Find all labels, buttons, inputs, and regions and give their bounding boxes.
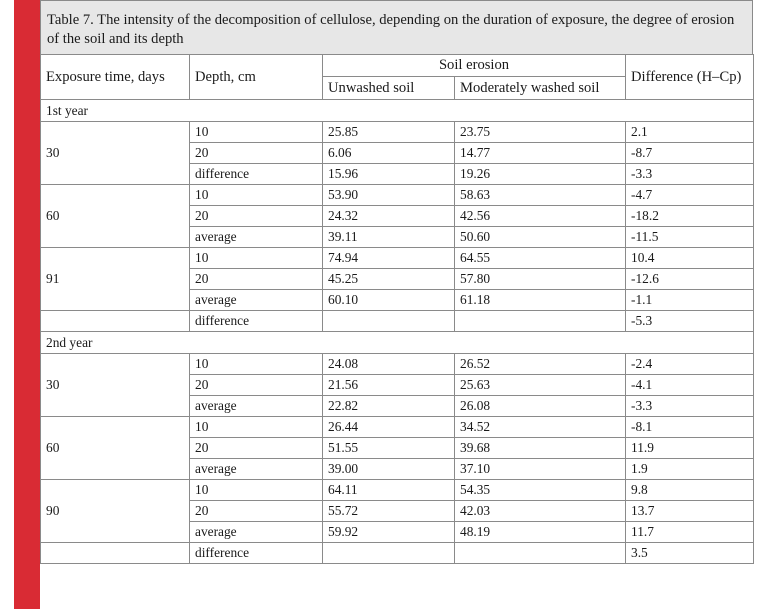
unwashed-cell: 6.06 [323, 143, 455, 164]
moderate-cell: 26.52 [455, 354, 626, 375]
header-difference: Difference (H–Cp) [626, 55, 754, 100]
header-exposure-time: Exposure time, days [41, 55, 190, 100]
depth-cell: average [190, 459, 323, 480]
exposure-days-cell: 60 [41, 417, 190, 480]
unwashed-cell: 22.82 [323, 396, 455, 417]
difference-cell: -12.6 [626, 269, 754, 290]
depth-cell: 10 [190, 122, 323, 143]
depth-cell: 20 [190, 375, 323, 396]
moderate-cell: 50.60 [455, 227, 626, 248]
depth-cell: average [190, 290, 323, 311]
table-row [41, 122, 754, 143]
difference-cell: 11.9 [626, 438, 754, 459]
moderate-cell [455, 543, 626, 564]
unwashed-cell: 55.72 [323, 501, 455, 522]
accent-bar [14, 0, 40, 609]
moderate-cell: 64.55 [455, 248, 626, 269]
depth-cell: average [190, 396, 323, 417]
moderate-cell: 54.35 [455, 480, 626, 501]
unwashed-cell: 74.94 [323, 248, 455, 269]
depth-cell: 10 [190, 248, 323, 269]
exposure-days-cell: 91 [41, 248, 190, 311]
difference-cell: -8.1 [626, 417, 754, 438]
difference-cell: -18.2 [626, 206, 754, 227]
unwashed-cell [323, 543, 455, 564]
depth-cell: 20 [190, 269, 323, 290]
depth-cell: average [190, 227, 323, 248]
difference-cell: -1.1 [626, 290, 754, 311]
difference-cell: 9.8 [626, 480, 754, 501]
unwashed-cell: 26.44 [323, 417, 455, 438]
moderate-cell: 25.63 [455, 375, 626, 396]
unwashed-cell [323, 311, 455, 332]
depth-cell: 10 [190, 417, 323, 438]
moderate-cell: 34.52 [455, 417, 626, 438]
header-soil-erosion: Soil erosion [323, 55, 626, 77]
exposure-days-cell: 60 [41, 185, 190, 248]
table-row [41, 354, 754, 375]
exposure-days-cell [41, 311, 190, 332]
table-row [41, 185, 754, 206]
unwashed-cell: 64.11 [323, 480, 455, 501]
moderate-cell: 57.80 [455, 269, 626, 290]
moderate-cell: 39.68 [455, 438, 626, 459]
section-row [41, 332, 754, 354]
unwashed-cell: 39.11 [323, 227, 455, 248]
unwashed-cell: 59.92 [323, 522, 455, 543]
unwashed-cell: 24.32 [323, 206, 455, 227]
unwashed-cell: 21.56 [323, 375, 455, 396]
unwashed-cell: 53.90 [323, 185, 455, 206]
exposure-days-cell: 30 [41, 122, 190, 185]
data-table [40, 54, 754, 564]
moderate-cell: 26.08 [455, 396, 626, 417]
depth-cell: average [190, 522, 323, 543]
depth-cell: 10 [190, 185, 323, 206]
difference-cell: -3.3 [626, 164, 754, 185]
unwashed-cell: 39.00 [323, 459, 455, 480]
table-row [41, 480, 754, 501]
difference-cell: -2.4 [626, 354, 754, 375]
depth-cell: difference [190, 164, 323, 185]
moderate-cell: 42.56 [455, 206, 626, 227]
depth-cell: difference [190, 311, 323, 332]
difference-cell: -4.7 [626, 185, 754, 206]
table-caption: Table 7. The intensity of the decomposition of cellulose, depending on the duration of exposure, the degree of erosion of the soil and its depth [40, 0, 753, 54]
unwashed-cell: 45.25 [323, 269, 455, 290]
difference-cell: -4.1 [626, 375, 754, 396]
moderate-cell: 61.18 [455, 290, 626, 311]
moderate-cell: 42.03 [455, 501, 626, 522]
depth-cell: 20 [190, 438, 323, 459]
depth-cell: difference [190, 543, 323, 564]
header-moderately-washed-soil: Moderately washed soil [455, 77, 626, 100]
difference-cell: -3.3 [626, 396, 754, 417]
moderate-cell [455, 311, 626, 332]
depth-cell: 10 [190, 354, 323, 375]
exposure-days-cell: 90 [41, 480, 190, 543]
section-row [41, 100, 754, 122]
difference-cell: -11.5 [626, 227, 754, 248]
moderate-cell: 14.77 [455, 143, 626, 164]
section-label: 2nd year [41, 332, 754, 354]
depth-cell: 20 [190, 501, 323, 522]
table-row [41, 248, 754, 269]
section-label: 1st year [41, 100, 754, 122]
difference-cell: 11.7 [626, 522, 754, 543]
difference-cell: 3.5 [626, 543, 754, 564]
unwashed-cell: 60.10 [323, 290, 455, 311]
exposure-days-cell: 30 [41, 354, 190, 417]
table-body [41, 100, 754, 564]
difference-cell: -5.3 [626, 311, 754, 332]
unwashed-cell: 15.96 [323, 164, 455, 185]
moderate-cell: 19.26 [455, 164, 626, 185]
table-row [41, 311, 754, 332]
unwashed-cell: 24.08 [323, 354, 455, 375]
depth-cell: 20 [190, 143, 323, 164]
header-unwashed-soil: Unwashed soil [323, 77, 455, 100]
difference-cell: 13.7 [626, 501, 754, 522]
difference-cell: 2.1 [626, 122, 754, 143]
table-row [41, 417, 754, 438]
difference-cell: 10.4 [626, 248, 754, 269]
moderate-cell: 48.19 [455, 522, 626, 543]
moderate-cell: 37.10 [455, 459, 626, 480]
unwashed-cell: 25.85 [323, 122, 455, 143]
depth-cell: 10 [190, 480, 323, 501]
table-container [40, 0, 753, 564]
difference-cell: -8.7 [626, 143, 754, 164]
table-row [41, 543, 754, 564]
moderate-cell: 23.75 [455, 122, 626, 143]
unwashed-cell: 51.55 [323, 438, 455, 459]
exposure-days-cell [41, 543, 190, 564]
moderate-cell: 58.63 [455, 185, 626, 206]
depth-cell: 20 [190, 206, 323, 227]
header-depth: Depth, cm [190, 55, 323, 100]
difference-cell: 1.9 [626, 459, 754, 480]
